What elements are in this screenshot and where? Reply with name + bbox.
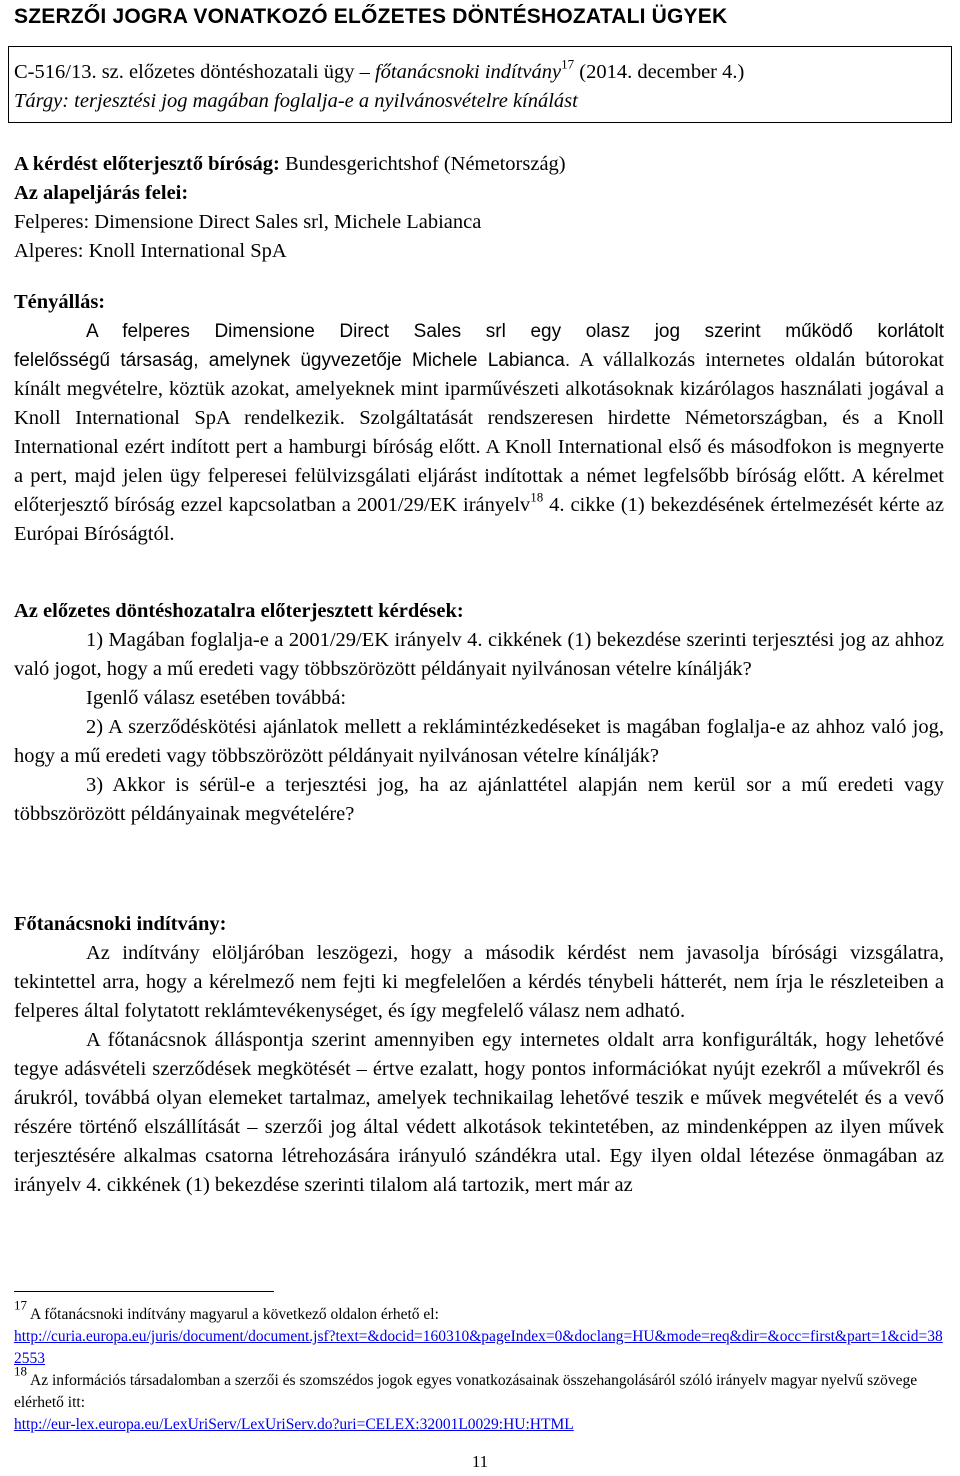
footnote-18	[14, 1363, 944, 1436]
referring-court	[14, 150, 944, 179]
footnote-ref-17[interactable]: 17	[561, 56, 575, 72]
footnote-17	[14, 1297, 944, 1370]
footnote-separator	[14, 1291, 274, 1292]
questions-heading: Az előzetes döntéshozatalra előterjesztett kérdések:	[14, 600, 464, 622]
case-meta	[14, 150, 944, 266]
facts-rest-b: 4. cikke (1) bekezdésének értelmezését kérte az Európai Bíróságtól.	[14, 494, 945, 545]
section-banner: SZERZŐI JOGRA VONATKOZÓ ELŐZETES DÖNTÉSHOZATALI ÜGYEK	[14, 5, 728, 28]
question-3: 3) Akkor is sérül-e a terjesztési jog, ha az ajánlattétel alapján nem kerül sor a mű eredeti vagy többszörözött példányainak megvételére?	[14, 774, 944, 825]
footnote-ref-18[interactable]: 18	[530, 489, 544, 505]
question-intro: Igenlő válasz esetében továbbá:	[86, 687, 347, 709]
footnote-text: A főtanácsnoki indítvány magyarul a következő oldalon érhető el:	[27, 1306, 439, 1323]
facts-body	[14, 346, 944, 549]
facts-line-1: A felperes Dimensione Direct Sales srl egy olasz jog szerint működő korlátolt	[86, 321, 944, 342]
plaintiff: Felperes: Dimensione Direct Sales srl, Michele Labianca	[14, 211, 482, 233]
case-number: C-516/13. sz. előzetes döntéshozatali ügy –	[14, 61, 375, 83]
case-title	[14, 58, 744, 87]
facts-rest-a: A vállalkozás internetes oldalán bútorokat kínált megvételre, köztük azokat, amelyeknek mint iparművészeti alkotásoknak kizárólagos használati jogával a Knoll International SpA rendelkezik. Szolgáltatását rendszeresen hirdette Németországban, és a Knoll International ezért indított pert a hamburgi bíróság előtt. A Knoll International első és másodfokon is megnyerte a pert, majd jelen ügy felperesei felülvizsgálati eljárást indítottak a német legfelsőbb bíróság előtt. A kérelmet előterjesztő bíróság ezzel kapcsolatban a 2001/29/EK irányelv	[14, 349, 944, 516]
footnote-number: 18	[14, 1363, 27, 1379]
parties-label: Az alapeljárás felei:	[14, 182, 189, 204]
case-subject	[14, 87, 578, 116]
court-name: Bundesgerichtshof (Németország)	[284, 153, 566, 175]
footnote-text: Az információs társadalomban a szerzői és szomszédos jogok egyes vonatkozásainak összehangolásáról szóló irányelv magyar nyelvű szövege elérhető itt:	[14, 1372, 918, 1411]
footnote-number: 17	[14, 1297, 27, 1313]
facts-heading: Tényállás:	[14, 291, 106, 313]
opinion-section	[14, 910, 944, 1200]
court-label: A kérdést előterjesztő bíróság:	[14, 153, 285, 175]
subject-label: Tárgy:	[14, 90, 75, 112]
subject-text: terjesztési jog magában foglalja-e a nyilvánosvételre kínálást	[74, 90, 578, 112]
footnote-link[interactable]: http://eur-lex.europa.eu/LexUriServ/LexUriServ.do?uri=CELEX:32001L0029:HU:HTML	[14, 1416, 574, 1433]
opinion-label: főtanácsnoki indítvány	[374, 61, 562, 83]
opinion-paragraph-2: A főtanácsnok álláspontja szerint amennyiben egy internetes oldalt arra konfigurálták, hogy lehetővé tegye adásvételi szerződések megkötését – értve ezalatt, hogy pontos információkat nyújt ezekről a művekről és árukról, továbbá olyan elemeket tartalmaz, amelyek technikailag lehetővé teszik e művek megvételét és a vevő részére történő elszállítását – szerzői jog által védett alkotások tekintetében, az mindenképpen az ilyen művek terjesztésére alkalmas csatorna létrehozására irányuló szándékra utal. Egy ilyen oldal létezése önmagában az irányelv 4. cikkének (1) bekezdése szerinti tilalom alá tartozik, mert már az	[14, 1029, 944, 1196]
defendant: Alperes: Knoll International SpA	[14, 240, 287, 262]
question-2: 2) A szerződéskötési ajánlatok mellett a reklámintézkedéseket is magában foglalja-e az ahhoz való jog, hogy a mű eredeti vagy többszörözött példányait nyilvánosan vételre kínálják?	[14, 716, 944, 767]
case-date: (2014. december 4.)	[574, 61, 745, 83]
facts-line-2: felelősségű társaság, amelynek ügyvezetője Michele Labianca.	[14, 350, 571, 371]
facts-section	[14, 288, 944, 549]
opinion-heading: Főtanácsnoki indítvány:	[14, 913, 227, 935]
questions-section	[14, 597, 944, 829]
question-1: 1) Magában foglalja-e a 2001/29/EK irányelv 4. cikkének (1) bekezdése szerinti terjesztési jog az ahhoz való jogot, hogy a mű eredeti vagy többszörözött példányait nyilvánosan vételre kínálják?	[14, 629, 944, 680]
opinion-paragraph-1: Az indítvány elöljáróban leszögezi, hogy a második kérdést nem javasolja bírósági vizsgálatra, tekintettel arra, hogy a kérelmező nem fejti ki megfelelően a kérdés ténybeli hátterét, nem írja le részleteiben a felperes által folytatott reklámtevékenységet, és így megfelelő válasz nem adható.	[14, 942, 944, 1022]
footnote-link[interactable]: http://curia.europa.eu/juris/document/document.jsf?text=&docid=160310&pageIndex=0&doclang=HU&mode=req&dir=&occ=first&part=1&cid=382553	[14, 1328, 943, 1367]
page-number: 11	[471, 1452, 489, 1471]
